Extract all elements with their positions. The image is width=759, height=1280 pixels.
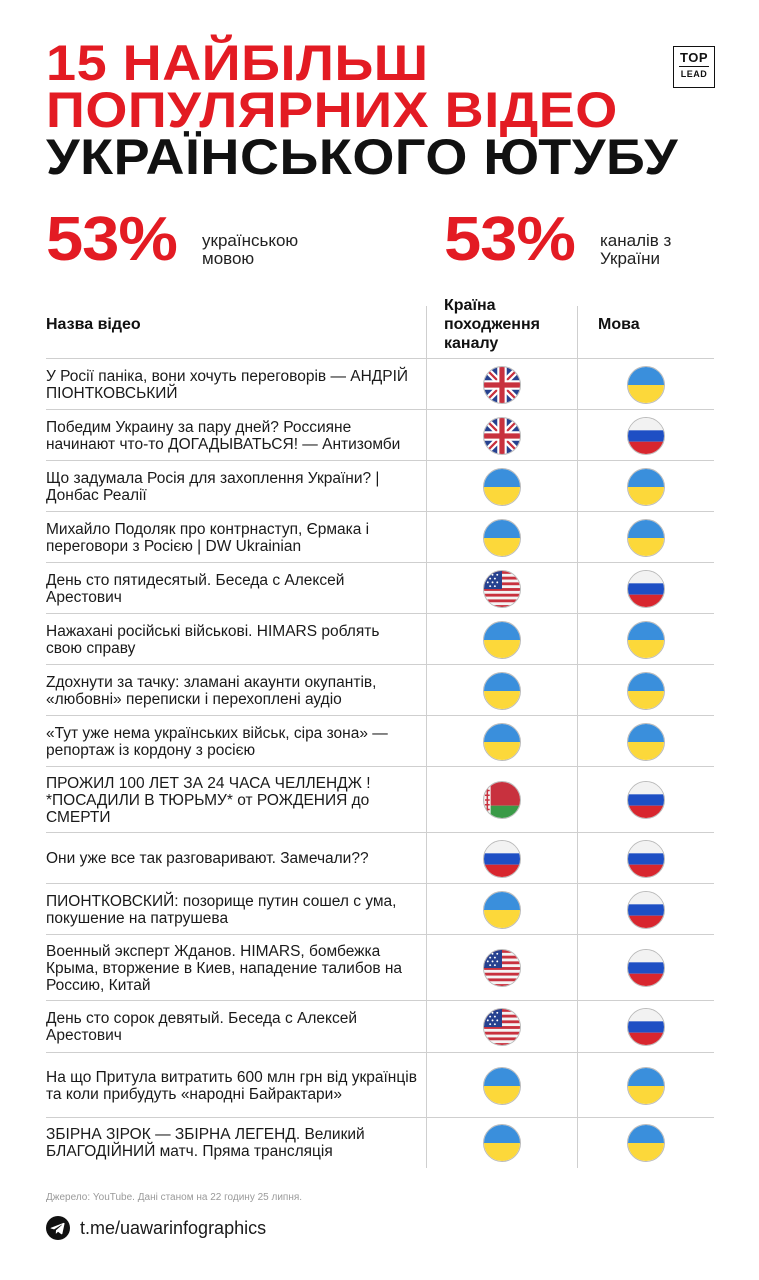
title-line-2: ПОПУЛЯРНИХ ВІДЕО <box>46 82 618 138</box>
stat-value: 53% <box>46 205 177 274</box>
title-line-3: УКРАЇНСЬКОГО ЮТУБУ <box>46 129 679 185</box>
usa-flag-icon <box>483 570 521 608</box>
video-title: ПРОЖИЛ 100 ЛЕТ ЗА 24 ЧАСА ЧЕЛЛЕНДЖ ! *ПОСАДИЛИ В ТЮРЬМУ* от РОЖДЕНИЯ до СМЕРТИ <box>46 775 371 826</box>
russia-flag-icon <box>483 840 521 878</box>
ukraine-flag-icon <box>627 723 665 761</box>
top-lead-logo <box>673 46 715 88</box>
ukraine-flag-icon <box>483 468 521 506</box>
uk-flag-icon <box>483 417 521 455</box>
ukraine-flag-icon <box>483 723 521 761</box>
table-row <box>46 1000 714 1052</box>
logo-divider <box>679 66 709 67</box>
header-channel-country: Країна походження каналу <box>444 297 540 352</box>
video-title: У Росії паніка, вони хочуть переговорів — АНДРІЙ ПІОНТКОВСЬКИЙ <box>46 368 409 402</box>
video-title: Они уже все так разговаривают. Замечали?? <box>46 850 369 867</box>
video-title: «Тут уже нема українських військ, сіра зона» — репортаж із кордону з росією <box>46 725 388 759</box>
header-video-name: Назва відео <box>46 316 141 333</box>
video-title: День сто сорок девятый. Беседа с Алексей Арестович <box>46 1010 357 1044</box>
usa-flag-icon <box>483 1008 521 1046</box>
russia-flag-icon <box>627 891 665 929</box>
ukraine-flag-icon <box>627 621 665 659</box>
header-language: Мова <box>598 316 640 333</box>
videos-table <box>46 358 714 1167</box>
russia-flag-icon <box>627 1008 665 1046</box>
video-title: На що Притула витратить 600 млн грн від українців та коли прибудуть «народні Байрактари» <box>46 1069 417 1103</box>
uk-flag-icon <box>483 366 521 404</box>
ukraine-flag-icon <box>627 519 665 557</box>
table-row <box>46 613 714 664</box>
source-note: Джерело: YouTube. Дані станом на 22 годину 25 липня. <box>46 1192 303 1203</box>
ukraine-flag-icon <box>627 1067 665 1105</box>
video-title: Военный эксперт Жданов. HIMARS, бомбежка Крыма, вторжение в Киев, нападение талибов на Россию, Китай <box>46 943 403 994</box>
belarus-flag-icon <box>483 781 521 819</box>
ukraine-flag-icon <box>483 1067 521 1105</box>
stat-label: каналів з України <box>600 231 672 268</box>
ukraine-flag-icon <box>483 621 521 659</box>
table-row <box>46 715 714 766</box>
russia-flag-icon <box>627 781 665 819</box>
title-line-1: 15 НАЙБІЛЬШ <box>46 35 429 91</box>
stat-label: українською мовою <box>202 231 299 268</box>
ukraine-flag-icon <box>627 468 665 506</box>
russia-flag-icon <box>627 949 665 987</box>
video-title: Победим Украину за пару дней? Россияне начинают что-то ДОГАДЫВАТЬСЯ! — Антизомби <box>46 419 401 453</box>
video-title: Zдохнути за тачку: зламані акаунти окупантів, «любовні» переписки і перехоплені аудіо <box>46 674 377 708</box>
ukraine-flag-icon <box>483 672 521 710</box>
table-row <box>46 883 714 934</box>
table-row <box>46 409 714 460</box>
stat-value: 53% <box>444 205 575 274</box>
ukraine-flag-icon <box>483 891 521 929</box>
table-row <box>46 562 714 613</box>
video-title: Михайло Подоляк про контрнаступ, Єрмака і переговори з Росією | DW Ukrainian <box>46 521 370 555</box>
logo-line-1: TOP <box>680 50 708 65</box>
ukraine-flag-icon <box>483 1124 521 1162</box>
ukraine-flag-icon <box>483 519 521 557</box>
table-row <box>46 766 714 832</box>
table-row <box>46 832 714 883</box>
russia-flag-icon <box>627 840 665 878</box>
ukraine-flag-icon <box>627 672 665 710</box>
table-row <box>46 934 714 1000</box>
telegram-channel-link[interactable]: t.me/uawarinfographics <box>80 1218 267 1238</box>
telegram-icon <box>46 1216 70 1240</box>
video-title: Що задумала Росія для захоплення України? | Донбас Реалії <box>46 470 380 504</box>
video-title: Нажахані російські військові. HIMARS роблять свою справу <box>46 623 380 657</box>
table-row <box>46 511 714 562</box>
table-row <box>46 358 714 409</box>
ukraine-flag-icon <box>627 1124 665 1162</box>
table-row <box>46 1052 714 1117</box>
page-title <box>46 35 686 185</box>
video-title: ЗБІРНА ЗІРОК — ЗБІРНА ЛЕГЕНД. Великий БЛАГОДІЙНИЙ матч. Пряма трансляція <box>46 1126 365 1160</box>
ukraine-flag-icon <box>627 366 665 404</box>
usa-flag-icon <box>483 949 521 987</box>
video-title: ПИОНТКОВСКИЙ: позорище путин сошел с ума, покушение на патрушева <box>46 893 397 927</box>
video-title: День сто пятидесятый. Беседа с Алексей Арестович <box>46 572 345 606</box>
table-row <box>46 664 714 715</box>
logo-line-2: LEAD <box>680 69 708 79</box>
table-row <box>46 1117 714 1167</box>
table-row <box>46 460 714 511</box>
russia-flag-icon <box>627 570 665 608</box>
russia-flag-icon <box>627 417 665 455</box>
